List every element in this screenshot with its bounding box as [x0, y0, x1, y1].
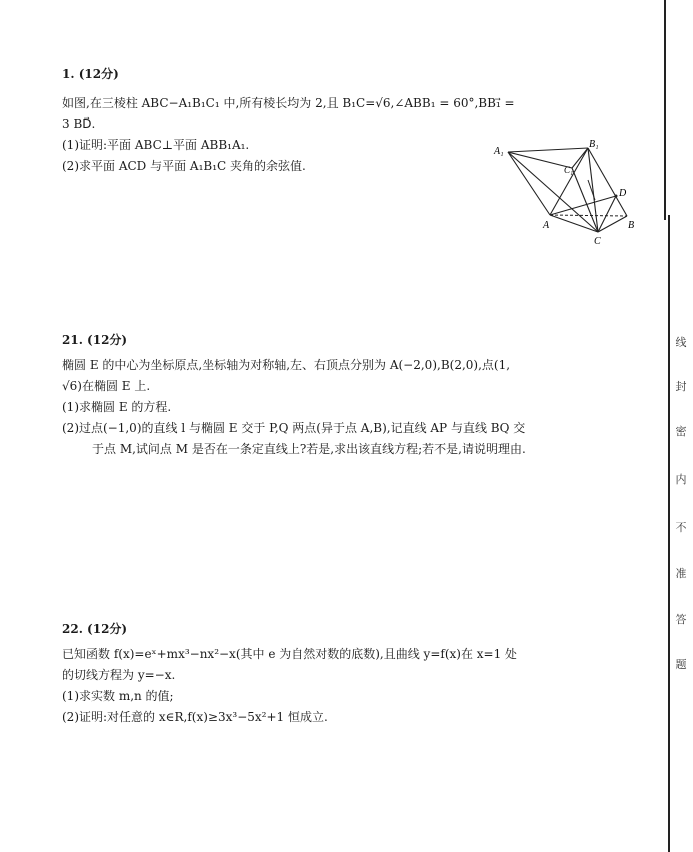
point-d: [615, 195, 618, 198]
edge-a1-b1: [508, 148, 588, 152]
segment-a-b1: [550, 148, 588, 215]
segment-a1-c: [508, 152, 598, 232]
right-margin-vertical-rule: [668, 215, 670, 852]
question-21: [62, 330, 642, 460]
label-b1: B₁: [589, 140, 599, 150]
margin-char-7: 答: [675, 613, 687, 626]
top-right-vertical-rule: [664, 0, 666, 220]
question-22-header: 22. (12分): [62, 622, 128, 636]
label-d: D: [619, 188, 627, 199]
prism-figure: [492, 140, 652, 255]
question-21-part-2-line-2: 于点 M,试问点 M 是否在一条定直线上?若是,求出该直线方程;若不是,请说明理由.: [92, 442, 526, 456]
margin-char-4: 内: [675, 473, 687, 486]
margin-char-8: 题: [675, 658, 687, 671]
question-22: [62, 619, 642, 728]
edge-a-c: [550, 215, 598, 232]
question-20-header: 1. (12分): [62, 67, 119, 81]
height-arrow: [588, 180, 595, 200]
margin-char-3: 密: [675, 425, 687, 438]
edge-c1-b1: [572, 148, 588, 168]
question-21-part-1: (1)求椭圆 E 的方程.: [62, 400, 172, 414]
label-a1: A₁: [494, 146, 504, 157]
question-21-part-2-line-1: (2)过点(−1,0)的直线 l 与椭圆 E 交于 P,Q 两点(异于点 A,B),记直线 AP 与直线 BQ 交: [62, 421, 526, 435]
question-20-part-1: (1)证明:平面 ABC⊥平面 ABB₁A₁.: [62, 138, 250, 152]
question-21-stem-line-2: √6)在椭圆 E 上.: [62, 379, 151, 393]
question-20-part-2: (2)求平面 ACD 与平面 A₁B₁C 夹角的余弦值.: [62, 159, 306, 173]
edge-b1-b: [588, 148, 627, 216]
label-b: B: [628, 220, 635, 231]
question-22-stem-line-2: 的切线方程为 y=−x.: [62, 668, 176, 682]
question-22-stem-line-1: 已知函数 f(x)=eˣ+mx³−nx²−x(其中 e 为自然对数的底数),且曲线 y=f(x)在 x=1 处: [62, 647, 518, 661]
margin-char-6: 准: [675, 567, 687, 580]
edge-a-b-hidden: [550, 215, 627, 216]
margin-char-1: 线: [675, 336, 687, 349]
question-20-stem-line-1: 如图,在三棱柱 ABC−A₁B₁C₁ 中,所有棱长均为 2,且 B₁C=√6,∠ABB₁ = 60°,BB₁⃗ =: [62, 96, 515, 110]
label-c1: C₁: [564, 165, 574, 175]
question-21-stem-line-1: 椭圆 E 的中心为坐标原点,坐标轴为对称轴,左、右顶点分别为 A(−2,0),B(2,0),点(1,: [62, 358, 511, 372]
question-21-header: 21. (12分): [62, 333, 128, 347]
label-c: C: [594, 236, 601, 247]
question-20-stem-line-2: 3 BD⃗.: [62, 117, 96, 131]
margin-char-5: 不: [675, 521, 687, 534]
label-a: A: [543, 220, 550, 231]
question-22-part-2: (2)证明:对任意的 x∈R,f(x)≥3x³−5x²+1 恒成立.: [62, 710, 328, 724]
question-22-part-1: (1)求实数 m,n 的值;: [62, 689, 174, 703]
margin-char-2: 封: [675, 380, 687, 393]
